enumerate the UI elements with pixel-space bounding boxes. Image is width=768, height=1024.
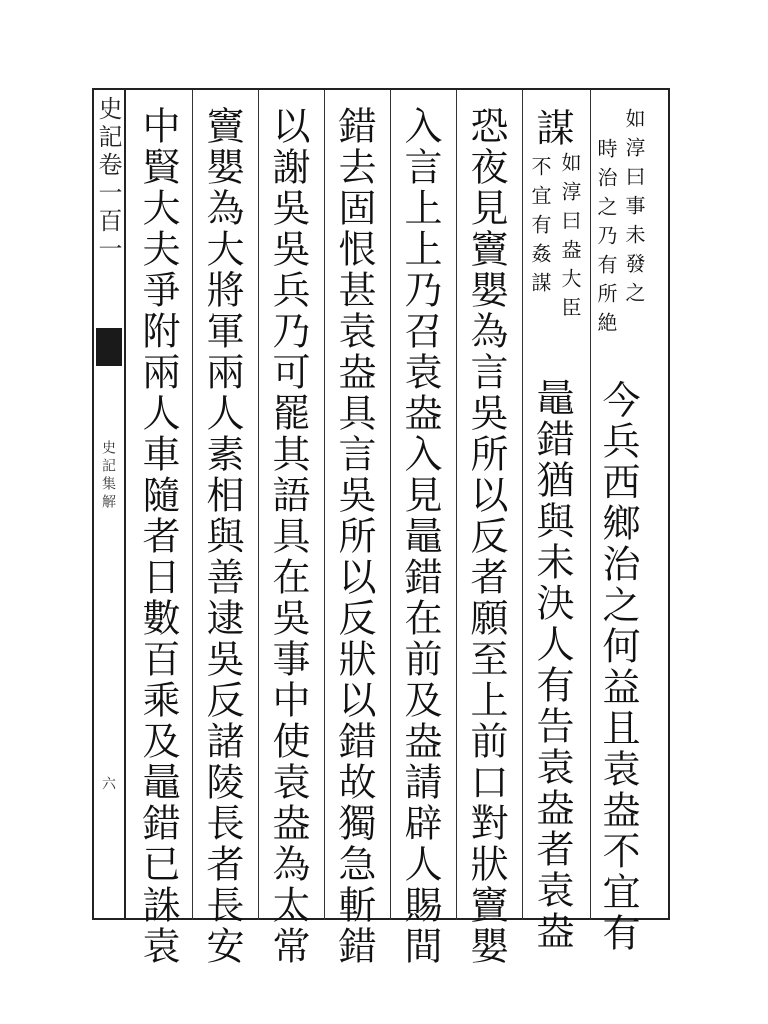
text-column: 恐夜見竇嬰為言吳所以反者願至上前口對狀竇嬰 bbox=[464, 106, 508, 967]
margin-title: 史記卷一百一 bbox=[94, 96, 122, 264]
fishtail-mark bbox=[96, 328, 122, 366]
annotation-column: 不宜有姦謀 bbox=[528, 156, 552, 301]
annotation-column: 如淳曰盎大臣 bbox=[558, 152, 582, 326]
text-column: 鼂錯猶與未決人有告袁盎者袁盎 bbox=[530, 378, 574, 952]
column-divider bbox=[456, 90, 457, 920]
text-column: 以謝吳吳兵乃可罷其語具在吳事中使袁盎為太常 bbox=[266, 106, 310, 967]
column-divider bbox=[258, 90, 259, 920]
annotation-column: 如淳曰事未發之 bbox=[622, 108, 646, 311]
text-column: 中賢大夫爭附兩人車隨者日數百乘及鼂錯已誅袁 bbox=[136, 106, 180, 967]
column-divider bbox=[390, 90, 391, 920]
frame-right-border bbox=[668, 88, 670, 920]
text-column: 謀 bbox=[530, 108, 574, 149]
column-divider bbox=[590, 90, 591, 920]
text-column: 今兵西鄉治之何益且袁盎不宜有 bbox=[596, 380, 640, 954]
column-divider bbox=[522, 90, 523, 920]
column-divider bbox=[324, 90, 325, 920]
book-name: 史記集解 bbox=[100, 440, 116, 512]
text-column: 入言上上乃召袁盎入見鼂錯在前及盎請辟人賜間 bbox=[398, 106, 442, 967]
text-column: 竇嬰為大將軍兩人素相與善逮吳反諸陵長者長安 bbox=[200, 106, 244, 967]
annotation-column: 時治之乃有所絶 bbox=[594, 138, 618, 341]
page-number: 六 bbox=[100, 776, 116, 790]
column-divider bbox=[192, 90, 193, 920]
frame-top-border bbox=[92, 88, 670, 90]
text-column: 錯去固恨甚袁盎具言吳所以反狀以錯故獨急斬錯 bbox=[332, 106, 376, 967]
